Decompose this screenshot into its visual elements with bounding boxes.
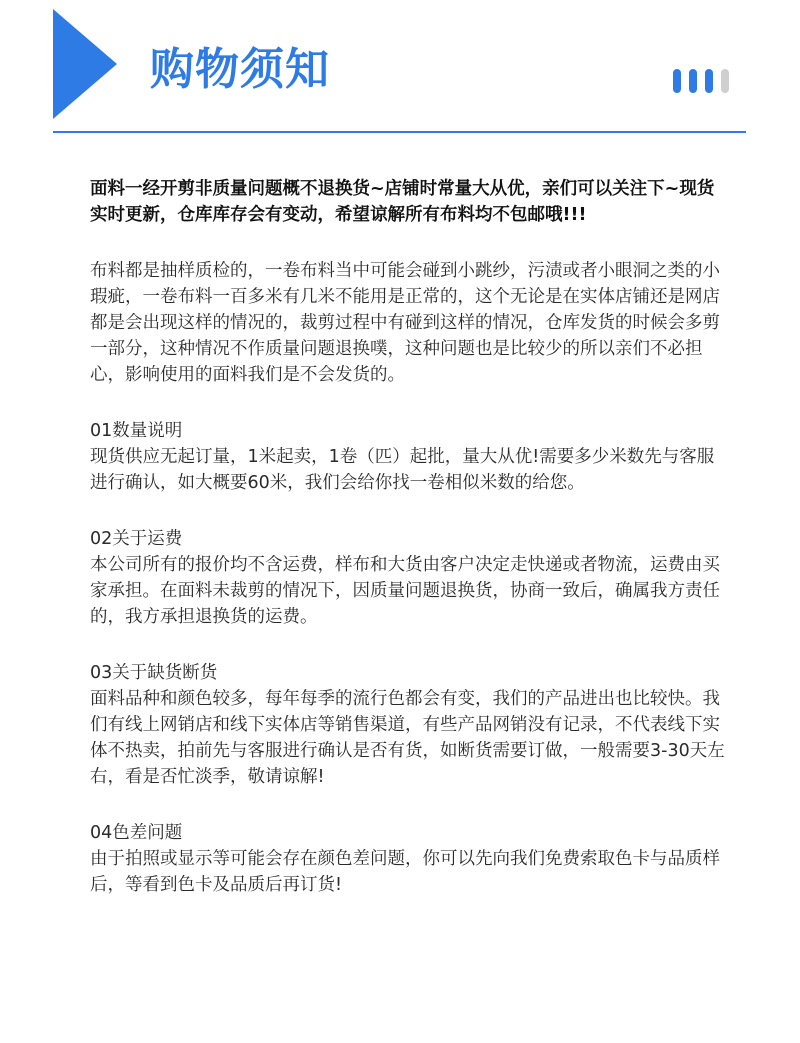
page-title: 购物须知: [150, 44, 330, 95]
content: [90, 176, 730, 898]
header: [0, 0, 800, 140]
section-body: 现货供应无起订量，1米起卖，1卷（匹）起批，量大从优!需要多少米数先与客服进行确认，如大概要60米，我们会给你找一卷相似米数的给您。: [90, 447, 715, 493]
section-heading: 04色差问题: [90, 823, 183, 843]
section-heading: 03关于缺货断货: [90, 663, 218, 683]
section-shipping: [90, 526, 730, 630]
header-divider: [53, 131, 746, 133]
bar-1: [673, 69, 681, 93]
section-stock: [90, 660, 730, 790]
section-heading: 02关于运费: [90, 529, 183, 549]
section-body: 面料品种和颜色较多，每年每季的流行色都会有变，我们的产品进出也比较快。我们有线上网销店和线下实体店等销售渠道，有些产品网销没有记录，不代表线下实体不热卖，拍前先与客服进行确认是否有货，如断货需要订做，一般需要3-30天左右，看是否忙淡季，敬请谅解!: [90, 689, 725, 787]
bar-2: [689, 69, 697, 93]
section-heading: 01数量说明: [90, 421, 183, 441]
intro-text: 布料都是抽样质检的，一卷布料当中可能会碰到小跳纱，污渍或者小眼洞之类的小瑕疵，一卷布料一百多米有几米不能用是正常的，这个无论是在实体店铺还是网店都是会出现这样的情况的，裁剪过程中有碰到这样的情况，仓库发货的时候会多剪一部分，这种情况不作质量问题退换噗，这种问题也是比较少的所以亲们不必担心，影响使用的面料我们是不会发货的。: [90, 261, 720, 385]
bar-4: [721, 69, 729, 93]
play-triangle-icon: [53, 9, 117, 119]
bar-3: [705, 69, 713, 93]
section-quantity: [90, 418, 730, 496]
notice-text: 面料一经开剪非质量问题概不退换货~店铺时常量大从优，亲们可以关注下~现货实时更新，仓库库存会有变动，希望谅解所有布料均不包邮哦!!!: [90, 179, 715, 225]
section-body: 由于拍照或显示等可能会存在颜色差问题，你可以先向我们免费索取色卡与品质样后，等看到色卡及品质后再订货!: [90, 849, 720, 895]
section-body: 本公司所有的报价均不含运费，样布和大货由客户决定走快递或者物流，运费由买家承担。在面料未裁剪的情况下，因质量问题退换货，协商一致后，确属我方责任的，我方承担退换货的运费。: [90, 555, 720, 627]
section-color-difference: [90, 820, 730, 898]
